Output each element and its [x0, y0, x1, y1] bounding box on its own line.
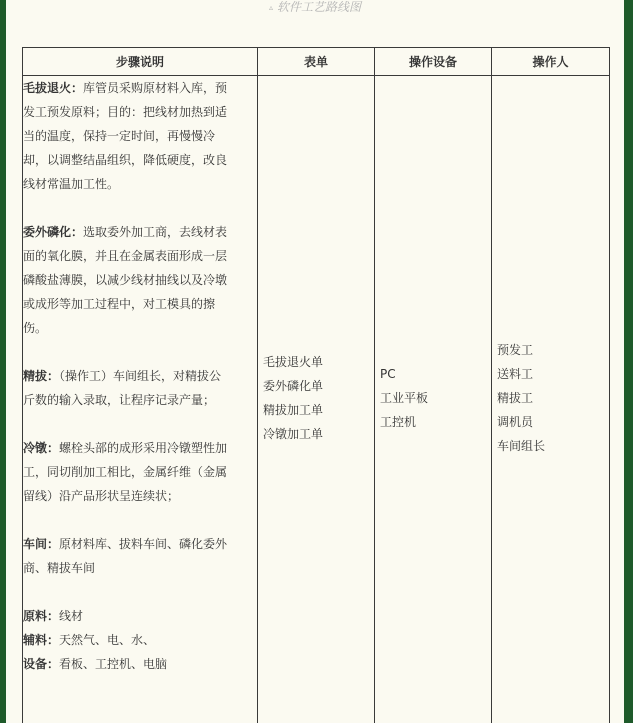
operators-cell [492, 76, 610, 723]
operator-item: 调机员 [497, 415, 534, 429]
form-item: 冷镦加工单 [263, 427, 324, 441]
step-line: 线材常温加工性。 [23, 177, 120, 191]
step-phosphating [23, 220, 257, 340]
step-line: 伤。 [23, 321, 48, 335]
header-steps: 步骤说明 [23, 48, 258, 76]
step-line: 发工预发原料；目的：把线材加热到适 [23, 105, 228, 119]
caption-text: 软件工艺路线图 [277, 0, 362, 14]
step-title: 委外磷化： [23, 225, 84, 239]
steps-cell [23, 76, 258, 723]
step-workshop [23, 532, 257, 580]
resource-title: 设备： [23, 657, 60, 671]
content-row [23, 76, 610, 723]
resource-text: 看板、工控机、电脑 [59, 657, 168, 671]
operators-list [492, 338, 609, 458]
header-operators: 操作人 [492, 48, 610, 76]
step-line: 选取委外加工商，去线材表 [83, 225, 228, 239]
resource-equipment [23, 652, 257, 676]
step-line: 磷酸盐薄膜，以减少线材抽线以及冷墩 [23, 273, 228, 287]
step-line: 面的氧化膜，并且在金属表面形成一层 [23, 249, 228, 263]
form-item: 委外磷化单 [263, 379, 324, 393]
step-line: 螺栓头部的成形采用冷镦塑性加 [59, 441, 228, 455]
figure-caption [6, 0, 624, 15]
forms-cell [258, 76, 375, 723]
header-row [23, 48, 610, 76]
operator-item: 精拔工 [497, 391, 534, 405]
step-line: 商、精拔车间 [23, 561, 96, 575]
step-line: 或成形等加工过程中，对工模具的擦 [23, 297, 216, 311]
resource-title: 原料： [23, 609, 60, 623]
operator-item: 送料工 [497, 367, 534, 381]
step-line: 当的温度，保持一定时间，再慢慢冷 [23, 129, 216, 143]
resource-title: 辅料： [23, 633, 60, 647]
resource-aux [23, 628, 257, 652]
resource-text: 线材 [59, 609, 84, 623]
header-forms: 表单 [258, 48, 375, 76]
step-line: 斤数的输入录取，让程序记录产量； [23, 393, 216, 407]
resource-text: 天然气、电、水、 [59, 633, 156, 647]
step-line: 原材料库、拔料车间、磷化委外 [59, 537, 228, 551]
step-anneal [23, 76, 257, 196]
operator-item: 预发工 [497, 343, 534, 357]
step-line: 库管员采购原材料入库，预 [83, 81, 228, 95]
step-line: 却，以调整结晶组织，降低硬度，改良 [23, 153, 228, 167]
device-item: PC [380, 367, 396, 381]
step-line: （操作工）车间组长，对精拔公 [59, 369, 222, 383]
document-panel [6, 0, 624, 723]
forms-list [258, 350, 374, 446]
step-cold-heading [23, 436, 257, 508]
step-title: 车间： [23, 537, 60, 551]
devices-list [375, 362, 491, 434]
step-line: 留线）沿产品形状呈连续状； [23, 489, 180, 503]
devices-cell [375, 76, 492, 723]
step-fine-drawing [23, 364, 257, 412]
resources-group [23, 604, 257, 676]
resource-raw [23, 604, 257, 628]
device-item: 工控机 [380, 415, 417, 429]
form-item: 毛拔退火单 [263, 355, 324, 369]
operator-item: 车间组长 [497, 439, 546, 453]
triangle-icon: ▵ [268, 3, 273, 12]
form-item: 精拔加工单 [263, 403, 324, 417]
step-title: 毛拔退火： [23, 81, 84, 95]
process-route-table [22, 47, 610, 723]
header-devices: 操作设备 [375, 48, 492, 76]
step-title: 精拔： [23, 369, 60, 383]
device-item: 工业平板 [380, 391, 429, 405]
step-title: 冷镦： [23, 441, 60, 455]
step-line: 工，同切削加工相比，金属纤维（金属 [23, 465, 228, 479]
